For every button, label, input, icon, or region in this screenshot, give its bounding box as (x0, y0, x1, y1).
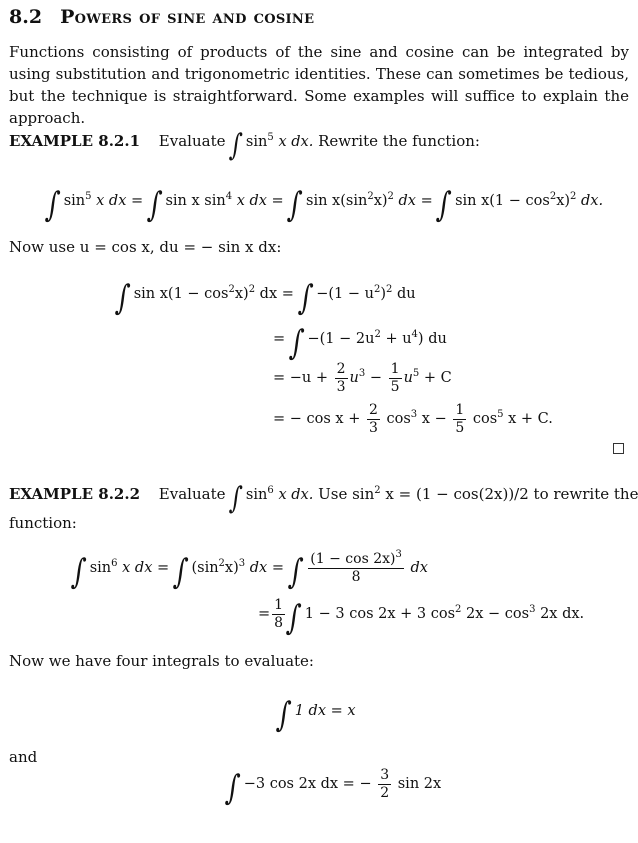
l3-p2: 5 (412, 368, 420, 380)
four-integrals-text: Now we have four integrals to evaluate: (9, 652, 314, 670)
l4-d1: 3 (368, 419, 378, 436)
ex2-use-pow: 2 (374, 485, 381, 496)
l4-x1: x − (421, 411, 447, 428)
l1-mid: x) (234, 286, 249, 302)
example-2-evaluate: Evaluate (158, 485, 226, 503)
ex2-eq1-c-num: (1 − cos 2x) (310, 551, 396, 567)
l1-mid2: dx = (259, 286, 294, 302)
ex2-dx: x dx. (278, 487, 314, 503)
integral-sign-icon: ∫ (296, 278, 315, 318)
eq1-d: sin x(1 − cos (455, 193, 550, 209)
eq1-b-pow: 4 (225, 191, 233, 202)
fraction (335, 362, 348, 394)
eq1-b-tail: x dx = (236, 193, 284, 209)
example-1-evaluate: Evaluate (158, 132, 226, 150)
ex1-dx: x dx. (278, 134, 314, 150)
fraction (389, 362, 402, 394)
section-heading (9, 6, 314, 28)
fraction (378, 768, 391, 800)
integral-sign-icon: ∫ (287, 323, 306, 363)
integral-two-d: 2 (380, 784, 390, 801)
integral-two-lhs: −3 cos 2x dx = − (243, 776, 372, 793)
ex2-eq1-c-num-pow: 3 (395, 549, 402, 560)
l4-n2: 1 (455, 402, 465, 418)
eq1-d-pow: 2 (549, 191, 557, 202)
l4-tail: x + C. (508, 411, 553, 428)
ex2-eq2-pow2: 3 (529, 604, 536, 616)
integral-sign-icon: ∫ (114, 278, 132, 318)
ex2-equation-2 (258, 597, 585, 639)
section-title: Powers of sine and cosine (60, 6, 315, 28)
ex1-tail: Rewrite the function: (318, 132, 480, 150)
l3-n2: 1 (390, 361, 400, 377)
ex2-eq2-n: 1 (274, 597, 284, 613)
l4-n1: 2 (368, 402, 378, 418)
l1-rmid: ) (380, 286, 387, 302)
ex2-eq2-tail: 2x dx. (540, 606, 585, 623)
eq1-a: sin (63, 193, 86, 209)
intro-paragraph: Functions consisting of products of the sine and cosine can be integrated by using substitution and trigonometric identities. These can sometimes be tedious, but the technique is straightforward. Some examples will suffice to explain the approach. (9, 43, 629, 127)
l1-lhs: sin x(1 − cos (133, 286, 229, 302)
ex1-line-2 (273, 323, 447, 363)
integral-one-body: 1 dx = x (294, 703, 356, 719)
ex1-line-1 (114, 278, 416, 318)
l2-mid: + u (385, 331, 412, 347)
ex2-eq2-eq: = (258, 606, 271, 623)
eq1-d-tail: dx. (581, 193, 604, 209)
eq1-a-pow: 5 (85, 191, 92, 202)
ex2-power: 6 (267, 485, 274, 496)
eq1-a-tail: x dx = (96, 193, 144, 209)
ex2-integrand: sin (245, 487, 268, 503)
eq1-c-pow2: 2 (387, 191, 394, 202)
integral-two-n: 3 (380, 767, 390, 783)
integral-sign-icon: ∫ (435, 185, 453, 225)
ex1-line-3 (273, 362, 452, 394)
ex2-eq1-b-pow2: 3 (238, 558, 246, 570)
l1-pow2: 2 (248, 284, 256, 295)
l3-d2: 5 (390, 378, 400, 395)
integral-sign-icon: ∫ (44, 185, 62, 225)
fraction (453, 403, 466, 435)
l3-p1: 3 (358, 368, 366, 380)
ex2-eq2-d: 8 (274, 614, 284, 631)
integral-sign-icon: ∫ (145, 185, 164, 225)
eq1-c: sin x(sin (306, 193, 368, 209)
l1-pow: 2 (228, 284, 235, 295)
l4-lead: = − cos x + (273, 411, 361, 428)
ex2-eq1-b-tail: dx = (249, 560, 284, 577)
and-text: and (9, 748, 38, 766)
l3-u1: u (349, 370, 359, 387)
ex2-eq2-pow: 2 (455, 604, 462, 616)
l1-rtail: du (397, 286, 416, 302)
integral-one (275, 695, 356, 735)
ex2-use-tail: x = (1 − cos(2x))/2 to rewrite the (385, 485, 638, 503)
eq1-c-pow: 2 (367, 191, 374, 202)
eq1-d-mid: x) (556, 193, 571, 209)
eq1-d-pow2: 2 (570, 191, 577, 202)
integral-sign-icon: ∫ (275, 695, 293, 735)
l2-tail: ) du (417, 331, 447, 347)
l3-d1: 3 (336, 378, 346, 395)
l3-lead: = −u + (273, 370, 329, 387)
ex2-eq1-b-pow: 2 (218, 558, 225, 570)
fraction (308, 549, 404, 585)
ex2-eq1-b: (sin (191, 560, 219, 577)
integral-sign-icon: ∫ (228, 128, 244, 163)
l4-d2: 5 (455, 419, 465, 436)
example-1-heading (9, 128, 480, 163)
l2-eq: = (273, 331, 286, 347)
integral-sign-icon: ∫ (286, 185, 304, 225)
l1-rpow: 2 (373, 284, 381, 295)
integral-sign-icon: ∫ (224, 768, 242, 809)
integral-two (224, 767, 442, 809)
ex2-eq1-a: sin (89, 560, 112, 577)
fraction (367, 403, 380, 435)
l1-rpow2: 2 (386, 284, 393, 295)
l2-rhs: −(1 − 2u (307, 331, 375, 347)
ex2-equation-1 (70, 549, 428, 593)
fraction (272, 598, 285, 630)
eq1-b: sin x sin (165, 193, 226, 209)
l3-u2: u (403, 370, 413, 387)
qed-box-icon (613, 443, 624, 454)
ex2-use: Use sin (318, 485, 375, 503)
integral-sign-icon: ∫ (171, 552, 190, 593)
integral-sign-icon: ∫ (285, 598, 303, 639)
ex2-eq1-a-pow: 6 (111, 558, 118, 570)
eq1-c-tail: dx = (398, 193, 433, 209)
ex2-eq2-mid: 2x − cos (466, 606, 530, 623)
ex2-eq1-a-tail: x dx = (122, 560, 170, 577)
ex2-eq1-c-den: 8 (351, 568, 361, 585)
integral-sign-icon: ∫ (228, 481, 244, 516)
l4-p2: 5 (497, 409, 504, 421)
ex1-equation-row (44, 185, 604, 225)
ex2-continuation: function: (9, 514, 77, 532)
integral-sign-icon: ∫ (70, 552, 88, 593)
ex2-eq2-body: 1 − 3 cos 2x + 3 cos (304, 606, 456, 623)
eq1-c-mid: x) (373, 193, 388, 209)
l3-n1: 2 (336, 361, 346, 377)
example-2-heading (9, 481, 638, 516)
ex1-line-4 (273, 403, 553, 435)
l2-pow2: 4 (411, 329, 418, 340)
ex1-substitution: Now use u = cos x, du = − sin x dx: (9, 238, 282, 256)
example-2-label: EXAMPLE 8.2.2 (9, 485, 141, 503)
ex2-eq1-c-tail: dx (410, 560, 428, 577)
example-1-label: EXAMPLE 8.2.1 (9, 132, 141, 150)
section-number: 8.2 (9, 6, 43, 28)
ex1-power: 5 (267, 132, 274, 143)
l4-c2: cos (472, 411, 498, 428)
integral-sign-icon: ∫ (286, 552, 305, 593)
l4-c1: cos (386, 411, 411, 428)
ex1-integrand: sin (245, 134, 268, 150)
l3-minus: − (369, 370, 383, 387)
l3-tail: + C (423, 370, 452, 387)
l1-rhs: −(1 − u (316, 286, 374, 302)
integral-two-tail: sin 2x (397, 776, 442, 793)
ex2-eq1-b-mid: x) (224, 560, 239, 577)
l4-p1: 3 (410, 409, 418, 421)
l2-pow: 2 (374, 329, 381, 340)
